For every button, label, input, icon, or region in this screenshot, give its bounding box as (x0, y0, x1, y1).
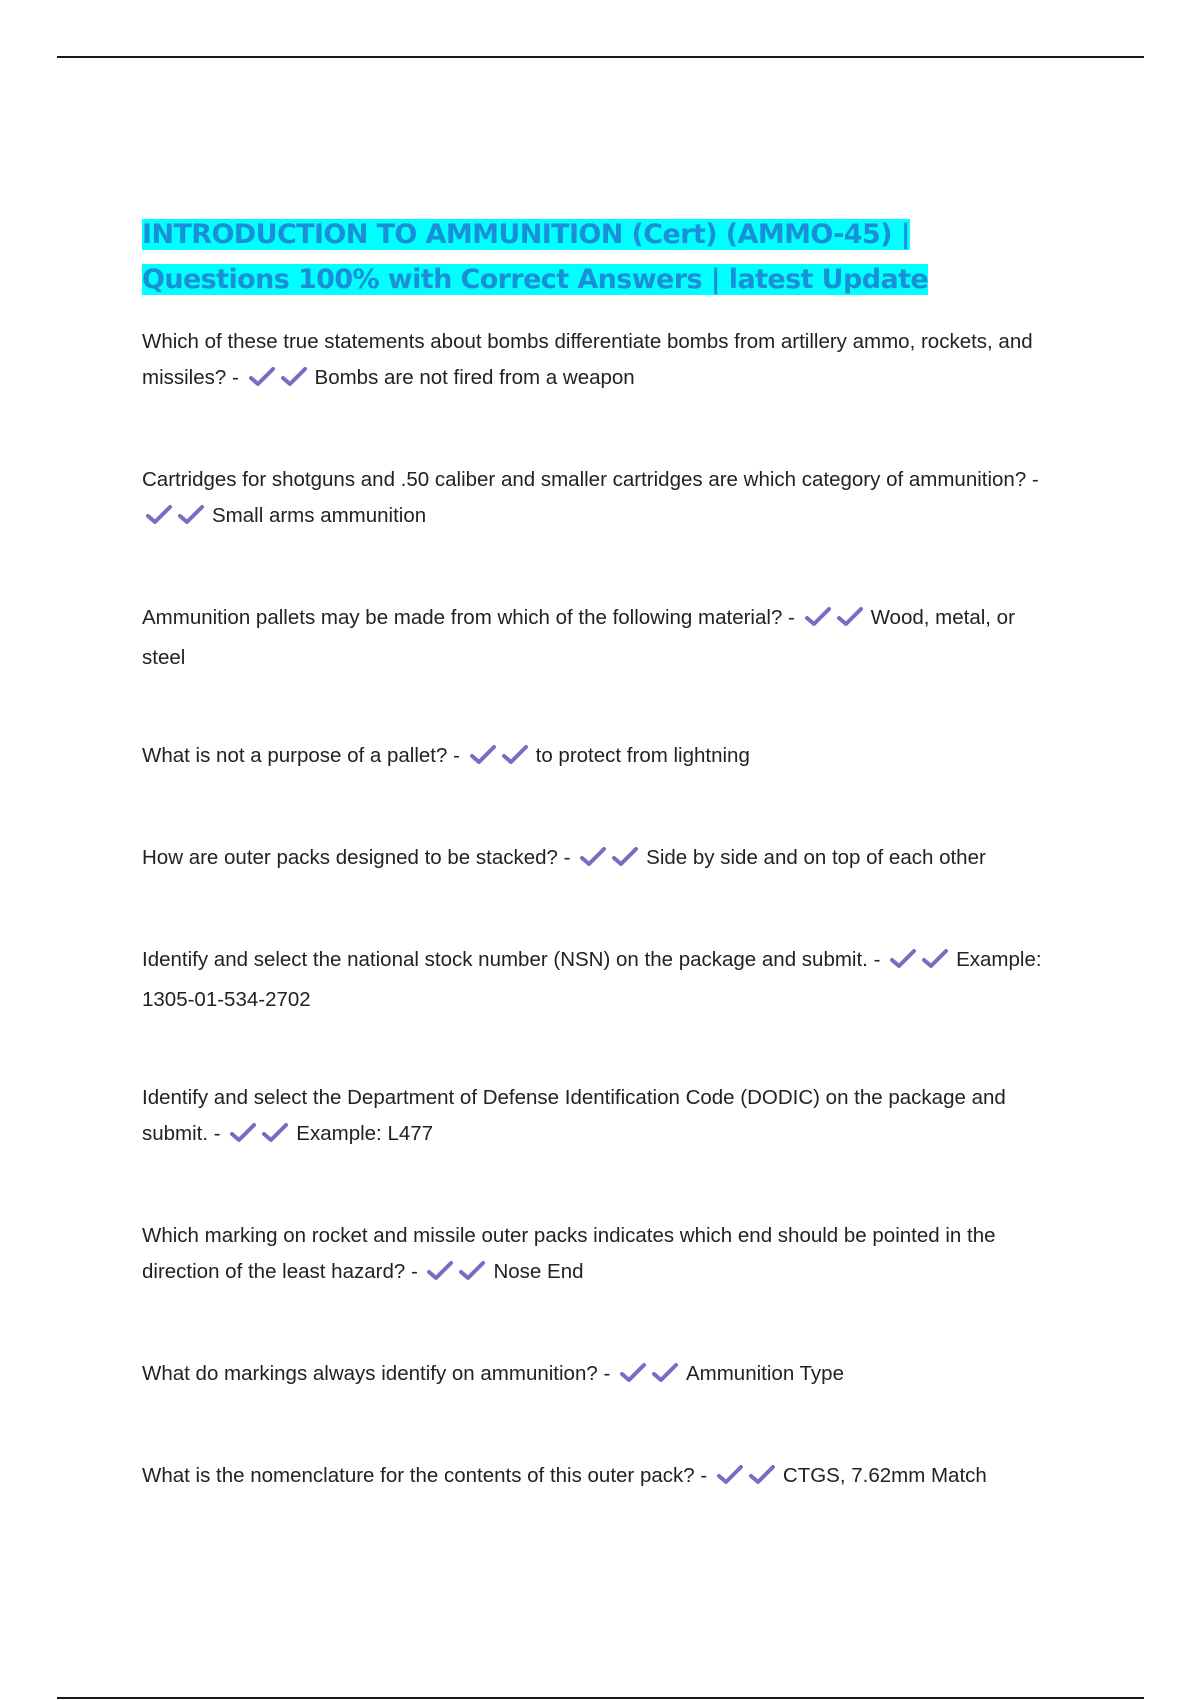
separator: - (782, 606, 801, 629)
question-text: What is the nomenclature for the contents of this outer pack? (142, 1464, 695, 1487)
bottom-rule (57, 1697, 1144, 1699)
answer-text: Side by side and on top of each other (646, 846, 986, 869)
check-icon (262, 1122, 288, 1144)
document-title (142, 212, 1062, 302)
checkmarks (427, 1258, 491, 1294)
checkmarks (230, 1120, 294, 1156)
qa-item-8 (142, 1218, 1062, 1294)
checkmarks (580, 844, 644, 880)
separator: - (405, 1260, 424, 1283)
separator: - (226, 366, 245, 389)
check-icon (178, 504, 204, 526)
question-text: How are outer packs designed to be stacked? (142, 846, 558, 869)
answer-text: Wood, metal, or steel (142, 606, 1015, 669)
check-icon (837, 606, 863, 628)
check-icon (652, 1362, 678, 1384)
check-icon (502, 744, 528, 766)
document-body (142, 212, 1062, 1560)
qa-item-9 (142, 1356, 1062, 1396)
answer-text: CTGS, 7.62mm Match (782, 1464, 987, 1487)
answer-text: Bombs are not fired from a weapon (314, 366, 635, 389)
question-text: Which marking on rocket and missile outer packs indicates which end should be pointed in the direction of the least hazard? (142, 1224, 996, 1283)
qa-item-6 (142, 942, 1062, 1018)
qa-item-3 (142, 600, 1062, 676)
question-text: What is not a purpose of a pallet? (142, 744, 448, 767)
check-icon (890, 948, 916, 970)
separator: - (694, 1464, 713, 1487)
check-icon (459, 1260, 485, 1282)
question-text: What do markings always identify on ammunition? (142, 1362, 598, 1385)
check-icon (281, 366, 307, 388)
separator: - (1026, 468, 1039, 491)
separator: - (557, 846, 577, 869)
checkmarks (890, 946, 954, 982)
question-text: Cartridges for shotguns and .50 caliber and smaller cartridges are which category of ammunition? (142, 468, 1027, 491)
check-icon (427, 1260, 453, 1282)
answer-text: to protect from lightning (535, 744, 750, 767)
qa-item-5 (142, 840, 1062, 880)
qa-item-4 (142, 738, 1062, 778)
qa-item-1 (142, 324, 1062, 400)
checkmarks (805, 604, 869, 640)
checkmarks (470, 742, 534, 778)
check-icon (922, 948, 948, 970)
check-icon (805, 606, 831, 628)
answer-text: Example: 1305-01-534-2702 (142, 948, 1042, 1011)
check-icon (470, 744, 496, 766)
question-text: Which of these true statements about bombs differentiate bombs from artillery ammo, rockets, and missiles? (142, 330, 1033, 389)
checkmarks (717, 1462, 781, 1498)
question-text: Identify and select the national stock number (NSN) on the package and submit. (142, 948, 868, 971)
separator: - (447, 744, 466, 767)
checkmarks (249, 364, 313, 400)
check-icon (249, 366, 275, 388)
check-icon (749, 1464, 775, 1486)
qa-item-2 (142, 462, 1062, 538)
qa-item-7 (142, 1080, 1062, 1156)
separator: - (867, 948, 887, 971)
check-icon (580, 846, 606, 868)
top-rule (57, 56, 1144, 58)
title-highlight: INTRODUCTION TO AMMUNITION (Cert) (AMMO-45) | Questions 100% with Correct Answers | latest Update (142, 219, 929, 295)
separator: - (597, 1362, 616, 1385)
answer-text: Ammunition Type (685, 1362, 844, 1385)
check-icon (612, 846, 638, 868)
answer-text: Nose End (493, 1260, 584, 1283)
answer-text: Example: L477 (296, 1122, 434, 1145)
check-icon (620, 1362, 646, 1384)
answer-text: Small arms ammunition (212, 504, 427, 527)
question-text: Identify and select the Department of Defense Identification Code (DODIC) on the package and submit. (142, 1086, 1006, 1145)
separator: - (208, 1122, 227, 1145)
question-text: Ammunition pallets may be made from which of the following material? (142, 606, 783, 629)
checkmarks (620, 1360, 684, 1396)
qa-list (142, 324, 1062, 1498)
check-icon (146, 504, 172, 526)
check-icon (717, 1464, 743, 1486)
check-icon (230, 1122, 256, 1144)
qa-item-10 (142, 1458, 1062, 1498)
checkmarks (146, 502, 210, 538)
